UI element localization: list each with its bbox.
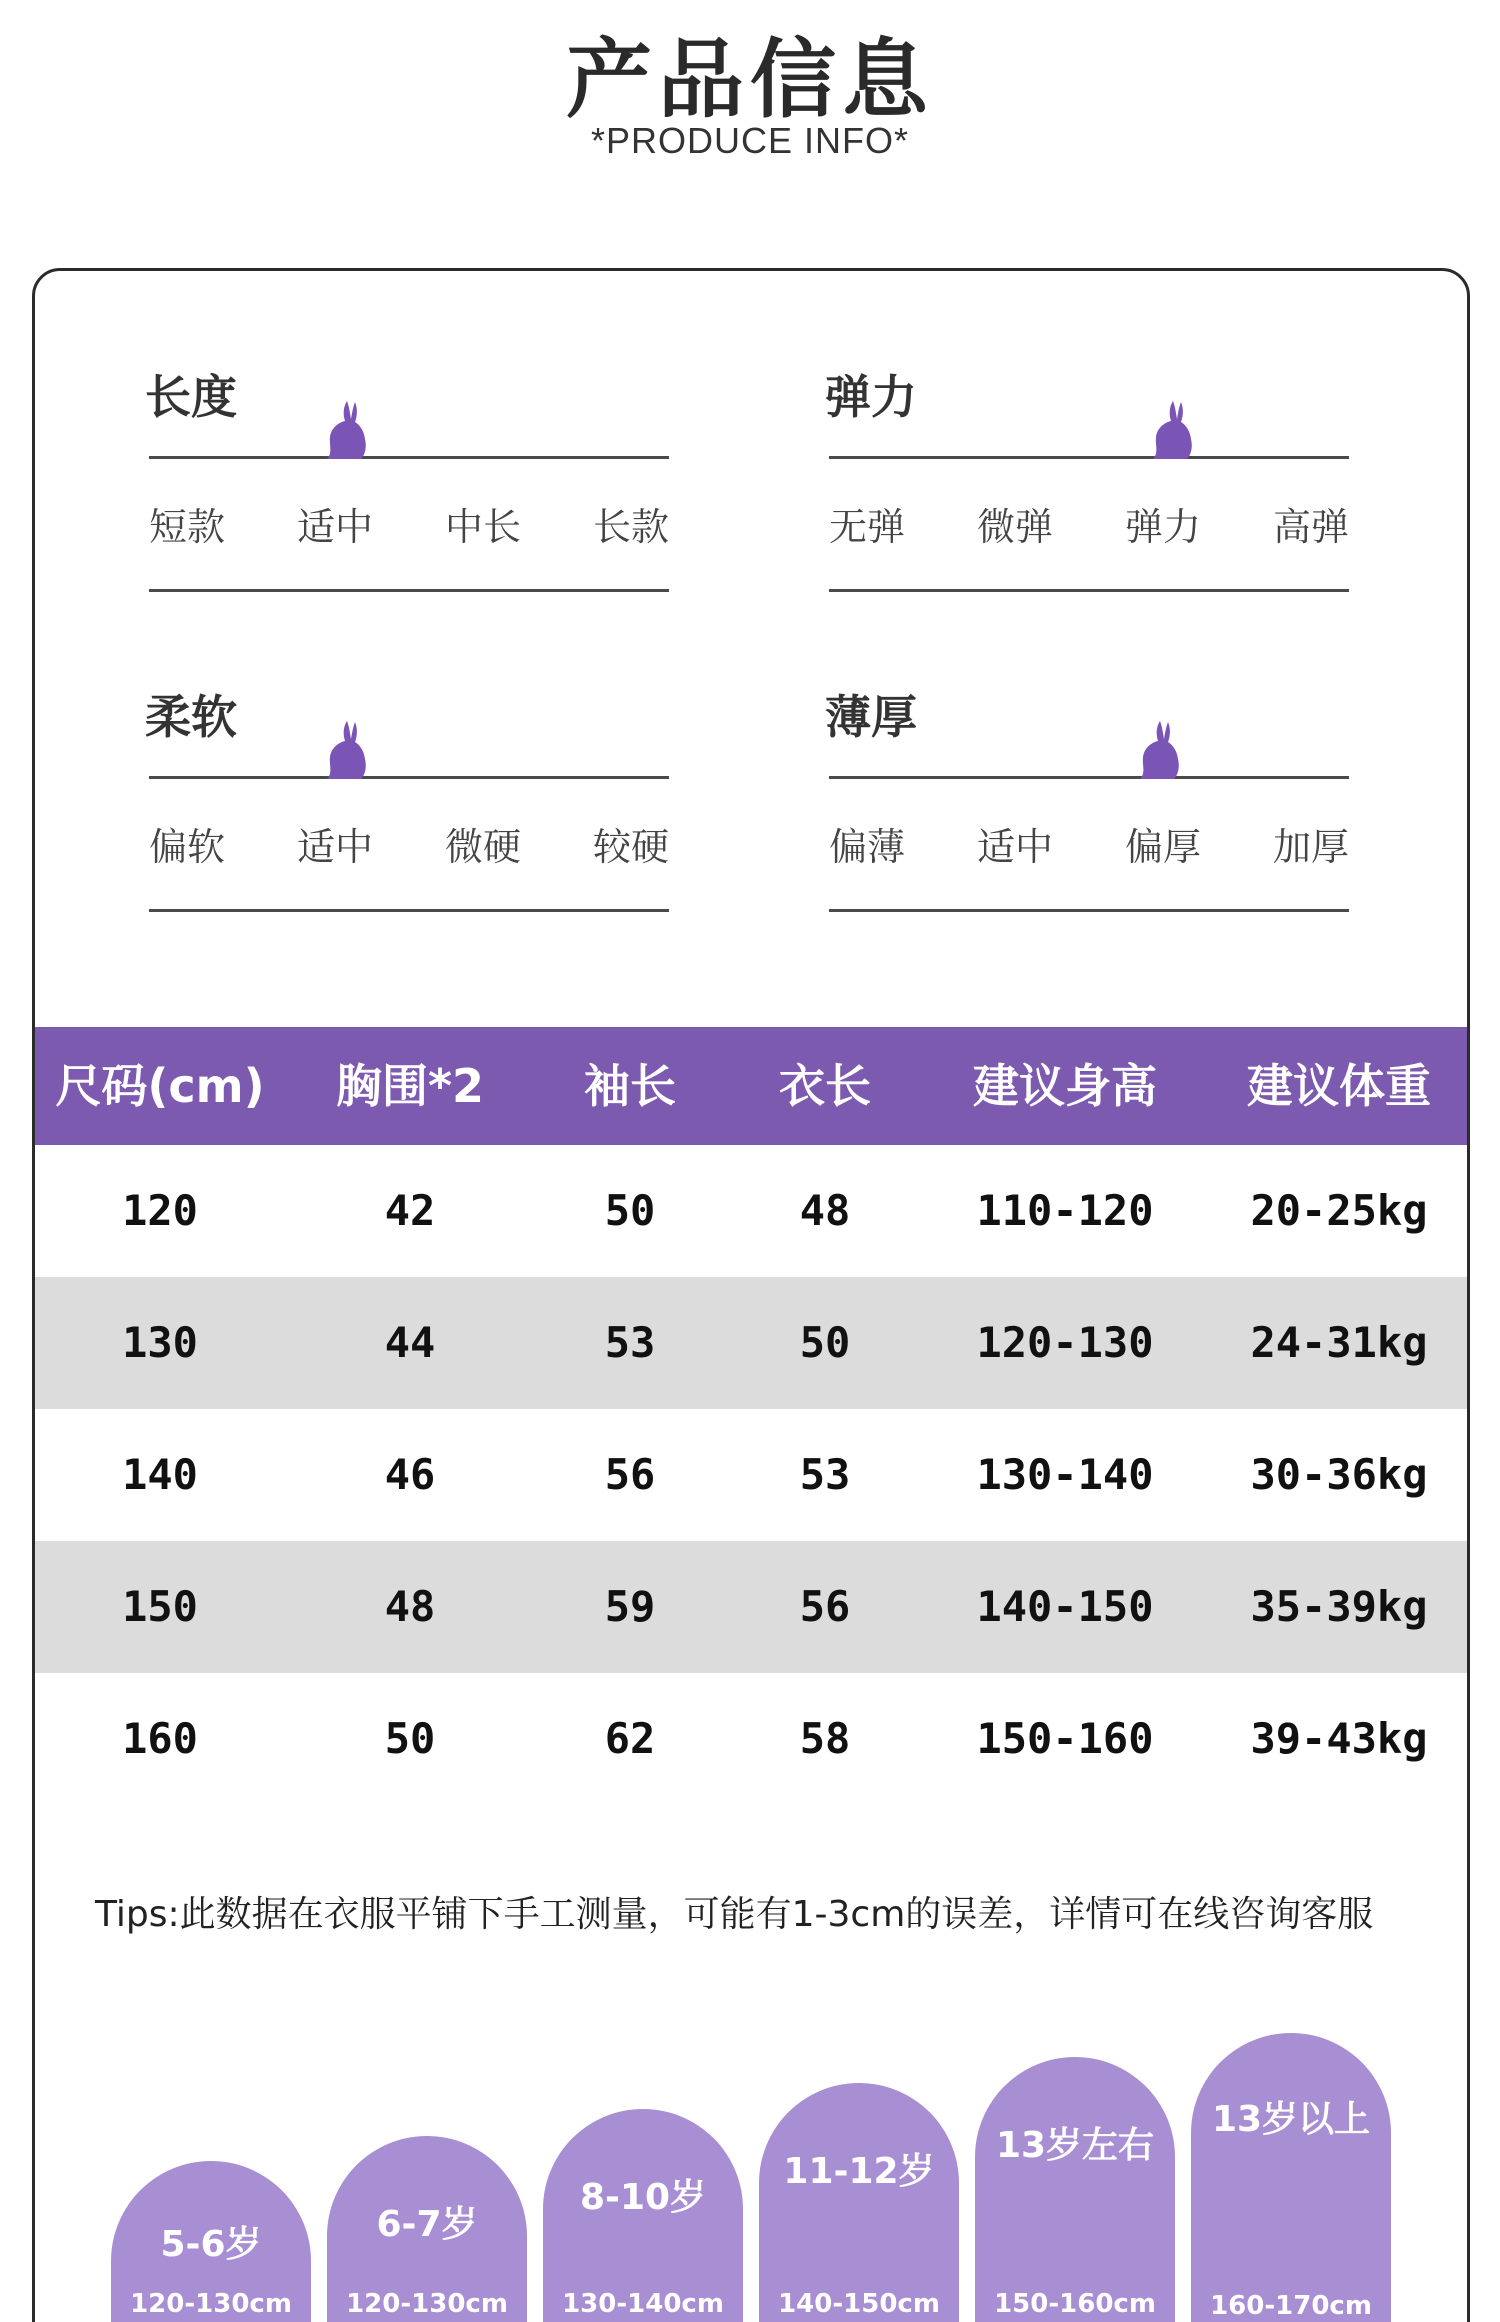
column-header-height: 建议身高 xyxy=(973,1059,1157,1113)
attribute-title: 弹力 xyxy=(825,370,917,424)
age-height-range: 130-140cm xyxy=(562,2289,724,2319)
attribute-scale-line xyxy=(829,776,1349,779)
attribute-option: 偏软 xyxy=(149,825,226,869)
age-height-range: 120-130cm xyxy=(130,2289,292,2319)
size-table-header xyxy=(35,1027,1470,1145)
attribute-divider xyxy=(149,589,669,592)
rabbit-icon xyxy=(1130,719,1188,781)
age-bubble xyxy=(1191,2033,1391,2322)
attribute-divider xyxy=(149,909,669,912)
attribute-option: 短款 xyxy=(149,505,226,549)
table-row xyxy=(35,1409,1470,1541)
table-cell: 120 xyxy=(122,1186,198,1235)
table-cell: 44 xyxy=(384,1318,436,1367)
attribute-option: 较硬 xyxy=(593,825,670,869)
rabbit-icon xyxy=(317,719,375,781)
attribute-elasticity xyxy=(825,361,1385,601)
rabbit-icon xyxy=(1143,399,1201,461)
attribute-scale-line xyxy=(149,456,669,459)
table-cell: 48 xyxy=(799,1186,851,1235)
age-height-range: 150-160cm xyxy=(994,2289,1156,2319)
product-info-card xyxy=(32,268,1470,2322)
table-cell: 50 xyxy=(799,1318,851,1367)
column-header-size: 尺码(cm) xyxy=(55,1059,265,1113)
attribute-scale-line xyxy=(829,456,1349,459)
table-cell: 56 xyxy=(604,1450,656,1499)
attribute-divider xyxy=(829,589,1349,592)
page-subtitle: *PRODUCE INFO* xyxy=(590,120,910,161)
table-row xyxy=(35,1277,1470,1409)
age-bubble xyxy=(111,2161,311,2322)
table-cell: 140 xyxy=(122,1450,198,1499)
age-label: 13岁左右 xyxy=(995,2125,1155,2166)
table-cell: 46 xyxy=(384,1450,436,1499)
table-row xyxy=(35,1541,1470,1673)
table-cell: 120-130 xyxy=(976,1318,1154,1367)
table-cell: 42 xyxy=(384,1186,436,1235)
attribute-option: 加厚 xyxy=(1273,825,1350,869)
age-label: 11-12岁 xyxy=(783,2151,935,2192)
age-height-range: 160-170cm xyxy=(1210,2291,1372,2321)
attribute-option: 长款 xyxy=(593,505,670,549)
table-cell: 150 xyxy=(122,1582,198,1631)
age-label: 6-7岁 xyxy=(376,2204,478,2245)
attribute-option-selected: 适中 xyxy=(297,825,374,869)
table-cell: 58 xyxy=(799,1714,851,1763)
attribute-options xyxy=(829,496,1389,549)
table-cell: 39-43kg xyxy=(1250,1714,1428,1763)
attribute-option: 微硬 xyxy=(445,825,522,869)
attribute-option-selected: 弹力 xyxy=(1125,505,1202,549)
column-header-sleeve: 袖长 xyxy=(584,1059,676,1113)
table-row xyxy=(35,1673,1470,1805)
page-title: 产品信息 xyxy=(566,30,934,130)
table-cell: 53 xyxy=(799,1450,851,1499)
column-header-length: 衣长 xyxy=(779,1059,871,1113)
attribute-option: 中长 xyxy=(445,505,522,549)
attribute-option: 适中 xyxy=(977,825,1054,869)
table-cell: 30-36kg xyxy=(1250,1450,1428,1499)
age-bubble xyxy=(327,2136,527,2322)
attribute-options xyxy=(829,816,1389,869)
table-cell: 24-31kg xyxy=(1250,1318,1428,1367)
table-cell: 140-150 xyxy=(976,1582,1154,1631)
column-header-weight: 建议体重 xyxy=(1247,1059,1431,1113)
attribute-title: 薄厚 xyxy=(825,690,917,744)
age-bubble xyxy=(975,2057,1175,2322)
attribute-option: 高弹 xyxy=(1273,505,1350,549)
attribute-option-selected: 适中 xyxy=(297,505,374,549)
age-bubble xyxy=(759,2083,959,2322)
rabbit-icon xyxy=(317,399,375,461)
table-cell: 130 xyxy=(122,1318,198,1367)
attribute-option-selected: 偏厚 xyxy=(1125,825,1202,869)
table-cell: 20-25kg xyxy=(1250,1186,1428,1235)
age-height-range: 140-150cm xyxy=(778,2289,940,2319)
attribute-scale-line xyxy=(149,776,669,779)
age-label: 13岁以上 xyxy=(1211,2099,1371,2140)
attribute-length xyxy=(145,361,705,601)
age-label: 5-6岁 xyxy=(160,2224,262,2265)
table-cell: 53 xyxy=(604,1318,656,1367)
attribute-thickness xyxy=(825,681,1385,921)
table-cell: 59 xyxy=(604,1582,656,1631)
attribute-divider xyxy=(829,909,1349,912)
attribute-softness xyxy=(145,681,705,921)
age-height-range: 120-130cm xyxy=(346,2289,508,2319)
table-cell: 150-160 xyxy=(976,1714,1154,1763)
attribute-title: 柔软 xyxy=(145,690,237,744)
attribute-options xyxy=(149,816,709,869)
table-cell: 130-140 xyxy=(976,1450,1154,1499)
attribute-option: 微弹 xyxy=(977,505,1054,549)
table-cell: 56 xyxy=(799,1582,851,1631)
table-cell: 110-120 xyxy=(976,1186,1154,1235)
age-label: 8-10岁 xyxy=(579,2177,707,2218)
attribute-title: 长度 xyxy=(145,370,237,424)
measurement-tips: Tips:此数据在衣服平铺下手工测量，可能有1-3cm的误差，详情可在线咨询客服 xyxy=(95,1894,1374,1935)
column-header-chest: 胸围*2 xyxy=(335,1059,485,1113)
age-bubble xyxy=(543,2109,743,2322)
table-row xyxy=(35,1145,1470,1277)
table-cell: 48 xyxy=(384,1582,436,1631)
attribute-options xyxy=(149,496,709,549)
table-cell: 50 xyxy=(604,1186,656,1235)
attribute-option: 偏薄 xyxy=(829,825,906,869)
attribute-option: 无弹 xyxy=(829,505,906,549)
table-cell: 35-39kg xyxy=(1250,1582,1428,1631)
table-cell: 50 xyxy=(384,1714,436,1763)
table-cell: 160 xyxy=(122,1714,198,1763)
table-cell: 62 xyxy=(604,1714,656,1763)
